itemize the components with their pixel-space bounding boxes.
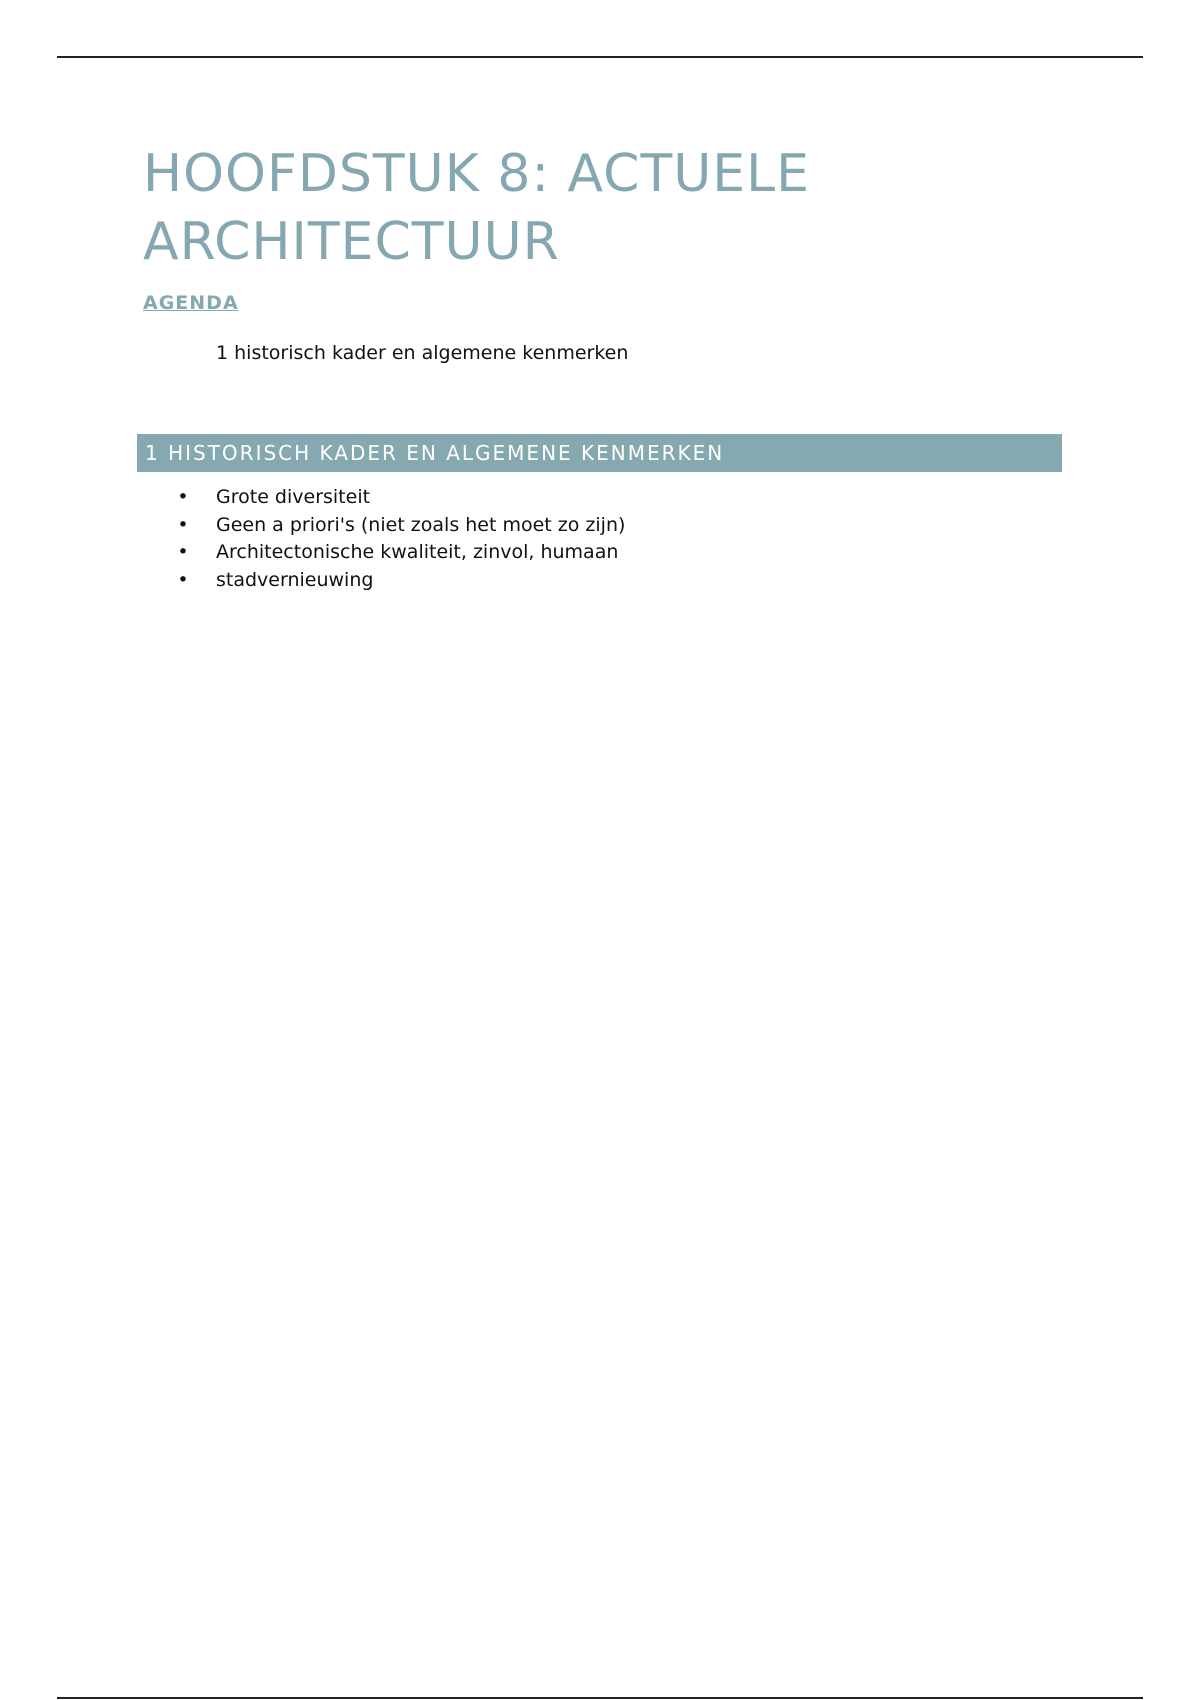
footer-rule — [57, 1697, 1143, 1699]
list-item-text: Architectonische kwaliteit, zinvol, humaan — [216, 541, 619, 563]
list-item — [176, 512, 625, 540]
list-item — [176, 484, 625, 512]
bullet-icon: • — [177, 568, 189, 591]
list-item-text: stadvernieuwing — [216, 568, 374, 591]
bullet-icon: • — [177, 513, 189, 536]
chapter-title-line-2: ARCHITECTUUR — [143, 212, 560, 272]
agenda-heading: AGENDA — [143, 292, 239, 314]
list-item-text: Geen a priori's (niet zoals het moet zo zijn) — [216, 513, 626, 536]
chapter-title-line-1: HOOFDSTUK 8: ACTUELE — [143, 144, 810, 204]
bullet-icon: • — [177, 541, 189, 563]
section-bullet-list — [176, 484, 625, 594]
agenda-list — [216, 339, 628, 367]
header-rule — [57, 56, 1143, 58]
list-item — [176, 539, 625, 567]
bullet-icon: • — [177, 486, 189, 508]
list-item — [176, 567, 625, 595]
section-heading: 1 HISTORISCH KADER EN ALGEMENE KENMERKEN — [145, 441, 725, 465]
agenda-item: 1 historisch kader en algemene kenmerken — [216, 342, 629, 364]
list-item-text: Grote diversiteit — [216, 486, 371, 508]
chapter-title — [143, 140, 1043, 276]
section-heading-bar — [137, 434, 1062, 472]
